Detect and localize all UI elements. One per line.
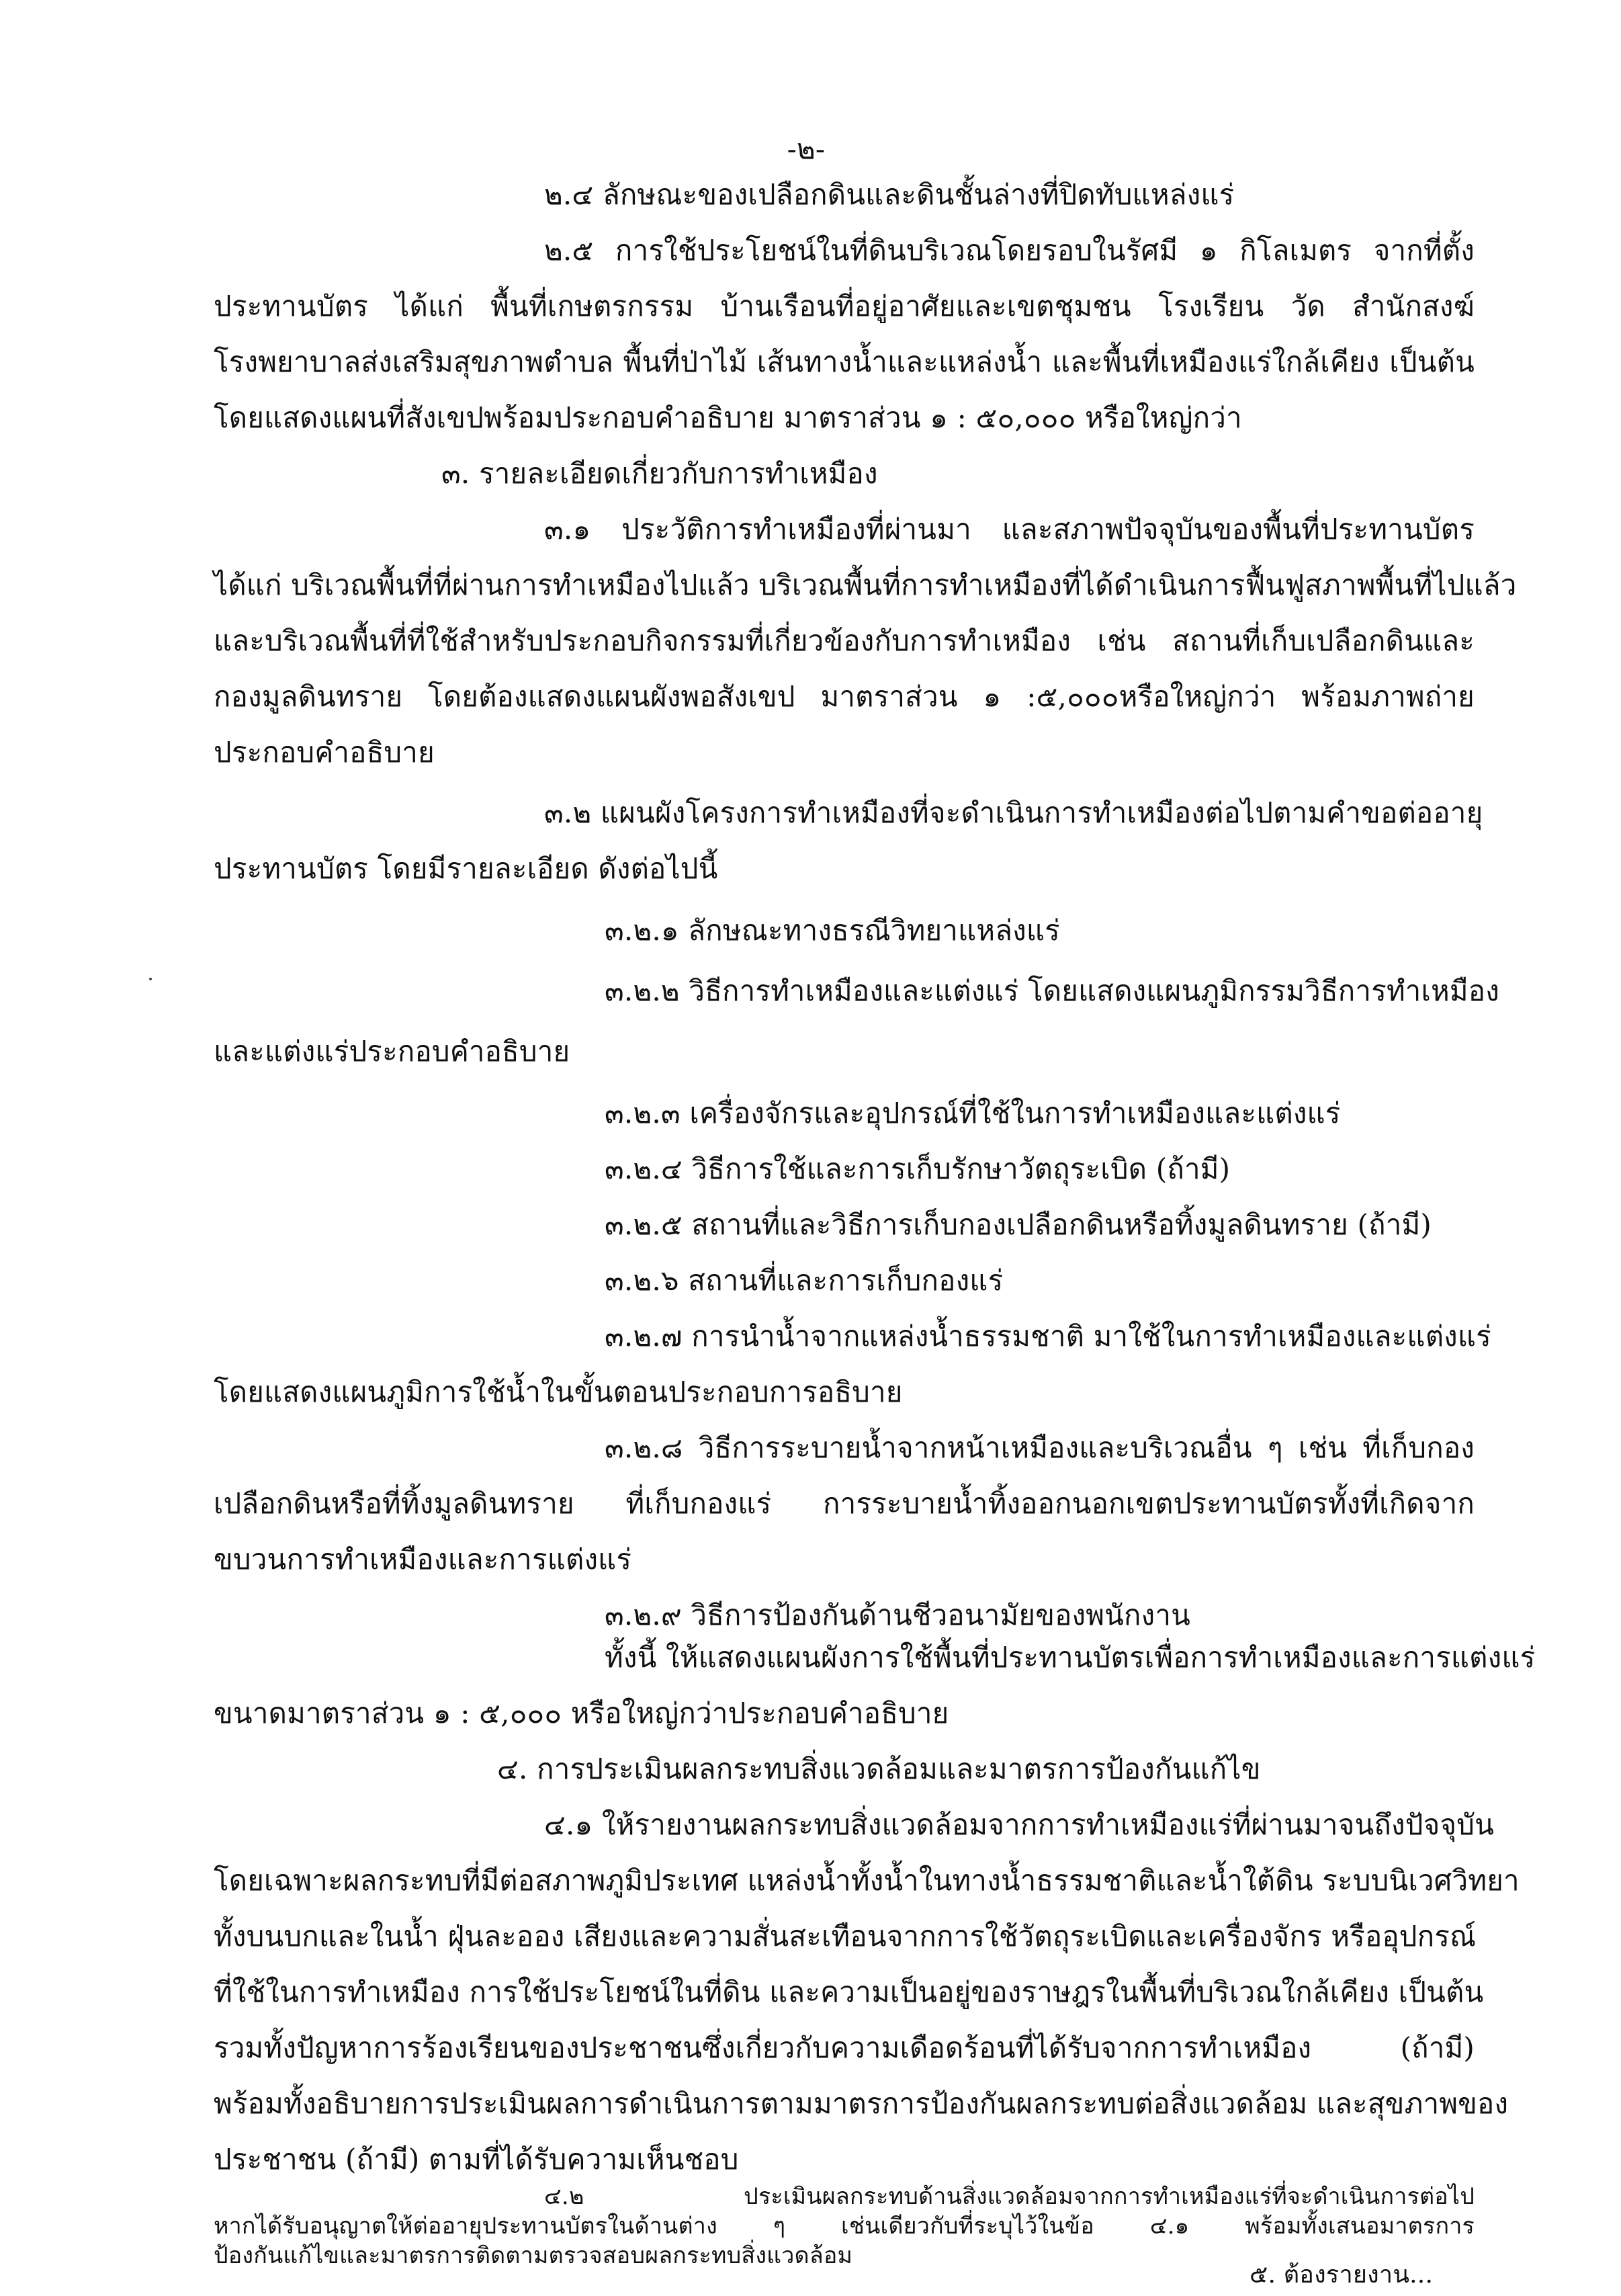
section-2-4: ๒.๔ ลักษณะของเปลือกดินและดินชั้นล่างที่ปิดทับแหล่งแร่ — [544, 178, 1235, 211]
section-3-2-4: ๓.๒.๔ วิธีการใช้และการเก็บรักษาวัตถุระเบิด (ถ้ามี) — [605, 1152, 1231, 1185]
text-line: โดยแสดงแผนภูมิการใช้น้ำในขั้นตอนประกอบการอธิบาย — [214, 1375, 903, 1408]
section-3-2-1: ๓.๒.๑ ลักษณะทางธรณีวิทยาแหล่งแร่ — [605, 914, 1060, 947]
section-3-2-2: ๓.๒.๒ วิธีการทำเหมืองและแต่งแร่ โดยแสดงแผนภูมิกรรมวิธีการทำเหมือง — [605, 974, 1499, 1007]
section-3-2-6: ๓.๒.๖ สถานที่และการเก็บกองแร่ — [605, 1264, 1004, 1297]
text-line: พร้อมทั้งอธิบายการประเมินผลการดำเนินการตามมาตรการป้องกันผลกระทบต่อสิ่งแวดล้อม และสุขภาพของ — [214, 2087, 1509, 2120]
text-line: และบริเวณพื้นที่ที่ใช้สำหรับประกอบกิจกรรมที่เกี่ยวข้องกับการทำเหมือง เช่น สถานที่เก็บเปลือกดินและ — [214, 624, 1475, 657]
text-line: ประทานบัตร ได้แก่ พื้นที่เกษตรกรรม บ้านเรือนที่อยู่อาศัยและเขตชุมชน โรงเรียน วัด สำนักสงฆ์ — [214, 290, 1475, 323]
section-3-2-9: ๓.๒.๙ วิธีการป้องกันด้านชีวอนามัยของพนักงาน — [605, 1599, 1191, 1631]
section-4-1: ๔.๑ ให้รายงานผลกระทบสิ่งแวดล้อมจากการทำเหมืองแร่ที่ผ่านมาจนถึงปัจจุบัน — [544, 1808, 1494, 1841]
text-line: ประชาชน (ถ้ามี) ตามที่ได้รับความเห็นชอบ — [214, 2143, 739, 2176]
section-3-heading: ๓. รายละเอียดเกี่ยวกับการทำเหมือง — [441, 457, 878, 490]
section-3-2-3: ๓.๒.๓ เครื่องจักรและอุปกรณ์ที่ใช้ในการทำเหมืองและแต่งแร่ — [605, 1097, 1341, 1130]
text-line: รวมทั้งปัญหาการร้องเรียนของประชาชนซึ่งเกี่ยวกับความเดือดร้อนที่ได้รับจากการทำเหมือง (ถ้ามี) — [214, 2031, 1475, 2064]
text-line: ได้แก่ บริเวณพื้นที่ที่ผ่านการทำเหมืองไปแล้ว บริเวณพื้นที่การทำเหมืองที่ได้ดำเนินการฟื้นฟูสภาพพื้นที่ไปแล้ว — [214, 568, 1517, 601]
text-line: เปลือกดินหรือที่ทิ้งมูลดินทราย ที่เก็บกองแร่ การระบายน้ำทิ้งออกนอกเขตประทานบัตรทั้งที่เกิดจาก — [214, 1487, 1475, 1520]
section-3-1: ๓.๑ ประวัติการทำเหมืองที่ผ่านมา และสภาพปัจจุบันของพื้นที่ประทานบัตร — [544, 513, 1475, 546]
section-4-2: ๔.๒ ประเมินผลกระทบด้านสิ่งแวดล้อมจากการทำเหมืองแร่ที่จะดำเนินการต่อไป — [544, 2183, 1475, 2210]
page-number: -๒- — [787, 132, 826, 165]
text-line: โดยแสดงแผนที่สังเขปพร้อมประกอบคำอธิบาย มาตราส่วน ๑ : ๕๐,๐๐๐ หรือใหญ่กว่า — [214, 401, 1242, 434]
text-line: ขนาดมาตราส่วน ๑ : ๕,๐๐๐ หรือใหญ่กว่าประกอบคำอธิบาย — [214, 1697, 949, 1730]
scan-speck — [149, 978, 152, 980]
section-3-2-8: ๓.๒.๘ วิธีการระบายน้ำจากหน้าเหมืองและบริเวณอื่น ๆ เช่น ที่เก็บกอง — [605, 1431, 1475, 1464]
text-line: ที่ใช้ในการทำเหมือง การใช้ประโยชน์ในที่ดิน และความเป็นอยู่ของราษฎรในพื้นที่บริเวณใกล้เคียง เป็นต้น — [214, 1975, 1484, 2008]
text-line: ขบวนการทำเหมืองและการแต่งแร่ — [214, 1543, 632, 1576]
text-line: กองมูลดินทราย โดยต้องแสดงแผนผังพอสังเขป มาตราส่วน ๑ :๕,๐๐๐หรือใหญ่กว่า พร้อมภาพถ่าย — [214, 680, 1475, 713]
footer-continuation: ๕. ต้องรายงาน... — [1250, 2261, 1434, 2289]
section-3-2-7: ๓.๒.๗ การนำน้ำจากแหล่งน้ำธรรมชาติ มาใช้ในการทำเหมืองและแต่งแร่ — [605, 1320, 1491, 1353]
text-line: โรงพยาบาลส่งเสริมสุขภาพตำบล พื้นที่ป่าไม้ เส้นทางน้ำและแหล่งน้ำ และพื้นที่เหมืองแร่ใกล้เคียง เป็นต้น — [214, 345, 1475, 378]
text-line: ทั้งบนบกและในน้ำ ฝุ่นละออง เสียงและความสั่นสะเทือนจากการใช้วัตถุระเบิดและเครื่องจักร หรืออุปกรณ์ — [214, 1920, 1477, 1953]
text-line: ป้องกันแก้ไขและมาตรการติดตามตรวจสอบผลกระทบสิ่งแวดล้อม — [214, 2242, 853, 2269]
text-line: โดยเฉพาะผลกระทบที่มีต่อสภาพภูมิประเทศ แหล่งน้ำทั้งน้ำในทางน้ำธรรมชาติและน้ำใต้ดิน ระบบนิเวศวิทยา — [214, 1864, 1520, 1897]
text-line: หากได้รับอนุญาตให้ต่ออายุประทานบัตรในด้านต่าง ๆ เช่นเดียวกับที่ระบุไว้ในข้อ ๔.๑ พร้อมทั้งเสนอมาตรการ — [214, 2213, 1475, 2240]
section-4-heading: ๔. การประเมินผลกระทบสิ่งแวดล้อมและมาตรการป้องกันแก้ไข — [497, 1752, 1261, 1785]
text-line: ประกอบคำอธิบาย — [214, 736, 435, 769]
section-3-2: ๓.๒ แผนผังโครงการทำเหมืองที่จะดำเนินการทำเหมืองต่อไปตามคำขอต่ออายุ — [544, 796, 1483, 829]
text-line: ประทานบัตร โดยมีรายละเอียด ดังต่อไปนี้ — [214, 852, 718, 885]
section-3-2-5: ๓.๒.๕ สถานที่และวิธีการเก็บกองเปลือกดินหรือทิ้งมูลดินทราย (ถ้ามี) — [605, 1208, 1432, 1241]
text-line: และแต่งแร่ประกอบคำอธิบาย — [214, 1035, 570, 1068]
section-2-5: ๒.๕ การใช้ประโยชน์ในที่ดินบริเวณโดยรอบในรัศมี ๑ กิโลเมตร จากที่ตั้ง — [544, 234, 1475, 267]
text-line: ทั้งนี้ ให้แสดงแผนผังการใช้พื้นที่ประทานบัตรเพื่อการทำเหมืองและการแต่งแร่ — [605, 1641, 1536, 1674]
